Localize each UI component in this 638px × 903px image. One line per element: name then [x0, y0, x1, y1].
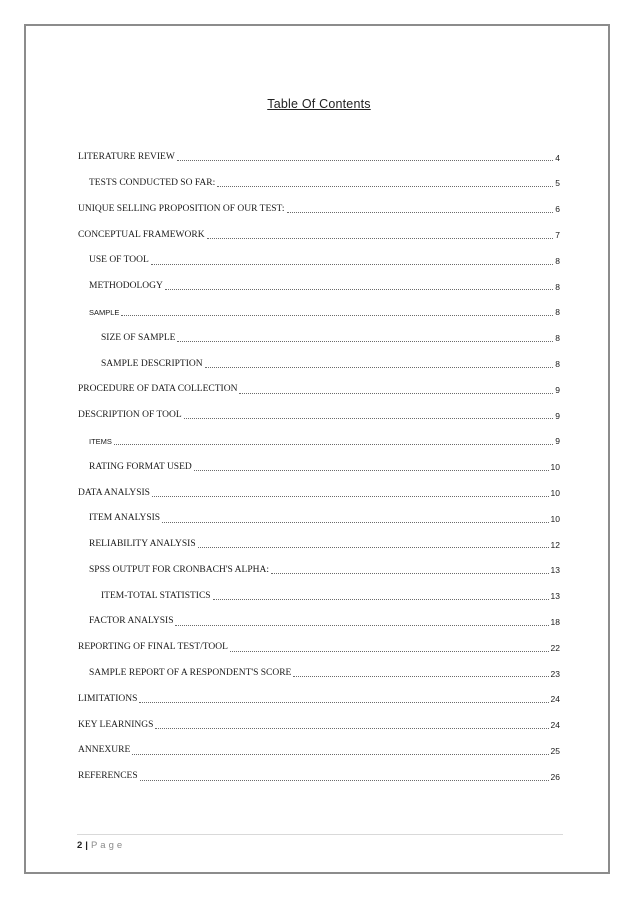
toc-entry[interactable] [78, 480, 560, 506]
toc-entry-label: UNIQUE SELLING PROPOSITION OF OUR TEST: [78, 203, 285, 214]
toc-entry[interactable] [78, 351, 560, 377]
toc-entry-page: 13 [550, 591, 560, 602]
toc-entry-label: METHODOLOGY [89, 281, 163, 292]
toc-entry-page: 25 [550, 745, 560, 756]
toc-entry[interactable] [78, 300, 560, 326]
toc-entry-page: 6 [555, 204, 560, 215]
toc-entry-page: 5 [555, 178, 560, 189]
toc-entry-label: PROCEDURE OF DATA COLLECTION [78, 384, 238, 395]
toc-entry-page: 8 [555, 255, 560, 266]
toc-dot-leader [177, 341, 553, 342]
toc-entry-page: 18 [550, 616, 560, 627]
toc-entry[interactable] [78, 687, 560, 713]
toc-dot-leader [287, 212, 554, 213]
toc-entry-page: 8 [555, 333, 560, 344]
toc-dot-leader [121, 315, 553, 316]
toc-entry-label: SAMPLE [89, 307, 120, 317]
toc-entry-page: 10 [550, 513, 560, 524]
toc-dot-leader [271, 573, 549, 574]
toc-entry[interactable] [78, 532, 560, 558]
toc-entry[interactable] [78, 506, 560, 532]
toc-title: Table Of Contents [267, 97, 371, 111]
toc-dot-leader [175, 625, 548, 626]
toc-entry-label: SAMPLE REPORT OF A RESPONDENT'S SCORE [89, 668, 292, 679]
toc-entry-label: ITEMS [89, 436, 112, 446]
toc-dot-leader [205, 367, 554, 368]
toc-entry[interactable] [78, 635, 560, 661]
toc-entry-label: USE OF TOOL [89, 255, 149, 266]
toc-dot-leader [155, 728, 548, 729]
toc-entry-page: 13 [550, 565, 560, 576]
page-number: 2 [77, 840, 83, 851]
toc-entry-page: 8 [555, 281, 560, 292]
toc-dot-leader [151, 264, 553, 265]
toc-dot-leader [114, 444, 553, 445]
toc-entry-label: KEY LEARNINGS [78, 719, 154, 730]
toc-dot-leader [152, 496, 549, 497]
toc-dot-leader [177, 160, 553, 161]
toc-entry-label: DESCRIPTION OF TOOL [78, 410, 182, 421]
toc-entry-label: RELIABILITY ANALYSIS [89, 539, 196, 550]
toc-entry[interactable] [78, 661, 560, 687]
footer-separator: | [85, 840, 88, 851]
toc-entry[interactable] [78, 377, 560, 403]
toc-dot-leader [293, 676, 548, 677]
toc-entry[interactable] [78, 429, 560, 455]
toc-entry-label: SAMPLE DESCRIPTION [101, 358, 203, 369]
toc-dot-leader [194, 470, 549, 471]
toc-entry[interactable] [78, 738, 560, 764]
toc-dot-leader [162, 522, 548, 523]
toc-entry-page: 24 [550, 720, 560, 731]
table-of-contents [78, 145, 560, 790]
toc-entry-page: 23 [550, 668, 560, 679]
toc-entry[interactable] [78, 248, 560, 274]
toc-dot-leader [184, 418, 554, 419]
toc-entry-page: 9 [555, 436, 560, 447]
toc-entry[interactable] [78, 455, 560, 481]
toc-entry-page: 9 [555, 384, 560, 395]
toc-entry-page: 22 [550, 642, 560, 653]
toc-entry[interactable] [78, 274, 560, 300]
toc-dot-leader [132, 754, 548, 755]
toc-entry-page: 10 [550, 488, 560, 498]
footer-divider [77, 834, 563, 835]
toc-entry-label: SIZE OF SAMPLE [101, 332, 176, 343]
page-footer [77, 840, 125, 851]
toc-entry[interactable] [78, 609, 560, 635]
toc-dot-leader [140, 780, 549, 781]
toc-dot-leader [213, 599, 549, 600]
toc-entry[interactable] [78, 171, 560, 197]
toc-entry-label: FACTOR ANALYSIS [89, 616, 174, 627]
toc-entry-page: 9 [555, 410, 560, 421]
toc-entry[interactable] [78, 584, 560, 610]
toc-entry[interactable] [78, 764, 560, 790]
toc-entry[interactable] [78, 145, 560, 171]
toc-entry-label: CONCEPTUAL FRAMEWORK [78, 229, 205, 240]
toc-entry[interactable] [78, 403, 560, 429]
page-word: Page [90, 840, 126, 851]
toc-entry-label: ITEM ANALYSIS [89, 513, 161, 524]
toc-entry-label: RATING FORMAT USED [89, 461, 192, 472]
toc-entry-label: REPORTING OF FINAL TEST/TOOL [78, 642, 228, 653]
toc-entry-label: REFERENCES [78, 771, 138, 782]
toc-entry[interactable] [78, 326, 560, 352]
toc-entry[interactable] [78, 713, 560, 739]
toc-dot-leader [165, 289, 553, 290]
toc-entry-page: 26 [550, 771, 560, 782]
toc-entry-page: 8 [555, 307, 560, 318]
toc-entry-label: LITERATURE REVIEW [78, 152, 175, 163]
toc-entry-label: TESTS CONDUCTED SO FAR: [89, 177, 216, 188]
toc-entry[interactable] [78, 197, 560, 223]
toc-entry-page: 10 [550, 462, 560, 473]
toc-entry-label: ANNEXURE [78, 745, 131, 756]
toc-entry-page: 12 [550, 539, 560, 550]
toc-entry-label: DATA ANALYSIS [78, 487, 150, 498]
toc-dot-leader [139, 702, 548, 703]
toc-dot-leader [198, 547, 549, 548]
toc-entry-page: 24 [550, 694, 560, 705]
toc-dot-leader [207, 238, 554, 239]
toc-entry[interactable] [78, 222, 560, 248]
toc-entry-label: LIMITATIONS [78, 693, 138, 704]
toc-dot-leader [230, 651, 549, 652]
toc-dot-leader [239, 393, 553, 394]
toc-entry[interactable] [78, 558, 560, 584]
toc-dot-leader [217, 186, 553, 187]
toc-entry-page: 4 [555, 152, 560, 163]
toc-entry-label: SPSS OUTPUT FOR CRONBACH'S ALPHA: [89, 564, 269, 575]
toc-entry-page: 7 [555, 230, 560, 241]
toc-entry-label: ITEM-TOTAL STATISTICS [101, 590, 211, 601]
toc-entry-page: 8 [555, 359, 560, 370]
